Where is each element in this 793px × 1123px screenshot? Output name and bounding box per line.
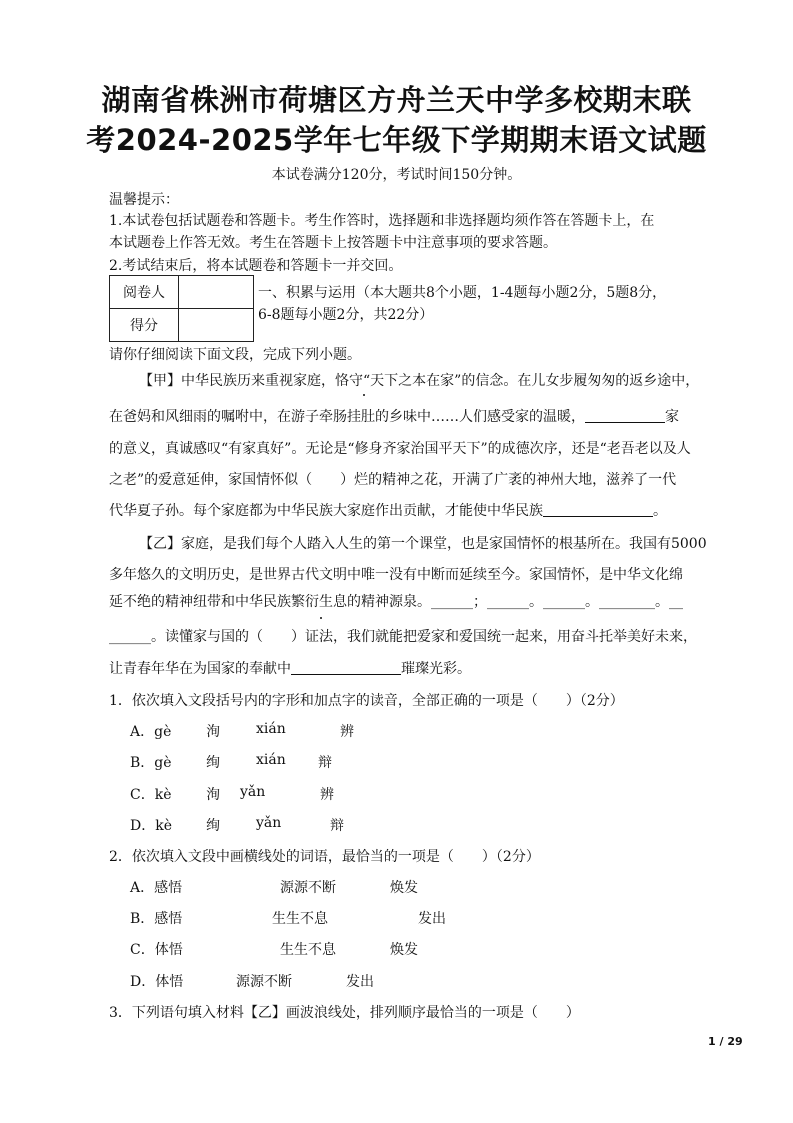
option-word: 焕发 — [390, 942, 418, 958]
question-2-option-d[interactable] — [130, 971, 470, 991]
question-1-option-b[interactable] — [130, 752, 430, 772]
option-pinyin: yǎn — [256, 815, 282, 831]
option-letter: C．体悟 — [130, 942, 183, 958]
option-word: 源源不断 — [280, 880, 336, 896]
document-title-line1: 湖南省株洲市荷塘区方舟兰天中学多校期末联 — [101, 83, 692, 117]
option-word: 发出 — [418, 911, 446, 927]
option-letter: C．kè — [130, 787, 172, 803]
passage-jia-line4: 之老”的爱意延伸，家国情怀似（ ）烂的精神之花，开满了广袤的神州大地，滋养了一代 — [109, 472, 677, 488]
tips-item2: 2.考试结束后，将本试题卷和答题卡一并交回。 — [109, 258, 403, 274]
option-word: 焕发 — [390, 880, 418, 896]
question-2-option-a[interactable] — [130, 877, 470, 897]
page-number: 1 / 29 — [708, 1035, 743, 1048]
passage-yi-line5-text: 让青春年华在为国家的奉献中 — [109, 661, 291, 677]
option-char: 辩 — [330, 818, 344, 834]
option-char: 辨 — [340, 724, 354, 740]
blank-line — [291, 660, 401, 675]
section1-heading-line2: 6-8题每小题2分，共22分） — [258, 307, 434, 323]
passage-yi-line4: ______。读懂家与国的（ ）证法，我们就能把爱家和爱国统一起来，用奋斗托举美好未来， — [109, 629, 697, 645]
option-char: 辨 — [320, 787, 334, 803]
passage-yi-line5 — [109, 658, 471, 678]
option-letter: B．gè — [130, 755, 172, 771]
option-letter: B．感悟 — [130, 911, 183, 927]
passage-jia-line5-tail: 。 — [653, 503, 667, 519]
score-label: 得分 — [110, 309, 179, 342]
section1-heading-line1: 一、积累与运用（本大题共8个小题，1-4题每小题2分，5题8分， — [258, 285, 667, 301]
passage-yi-line1: 【乙】家庭，是我们每个人踏入人生的第一个课堂，也是家国情怀的根基所在。我国有5000 — [139, 536, 707, 552]
emphasis-dot — [363, 394, 365, 396]
question-1-stem: 1．依次填入文段括号内的字形和加点字的读音，全部正确的一项是（ ）（2分） — [109, 693, 624, 709]
passage-jia-line2-text: 在爸妈和风细雨的嘱咐中，在游子牵肠挂肚的乡味中……人们感受家的温暖， — [109, 409, 585, 425]
option-letter: A．gè — [130, 724, 172, 740]
passage-jia-line2-tail: 家 — [665, 409, 679, 425]
blank-line — [585, 408, 665, 423]
option-pinyin: yǎn — [240, 784, 266, 800]
question-2-option-b[interactable] — [130, 908, 470, 928]
passage-jia-line2 — [109, 406, 679, 426]
option-pinyin: xián — [256, 721, 286, 737]
option-letter: D．kè — [130, 818, 172, 834]
option-word: 源源不断 — [236, 974, 292, 990]
option-char: 绚 — [206, 755, 220, 771]
passage-jia-line1: 【甲】中华民族历来重视家庭，恪守“天下之本在家”的信念。在儿女步履匆匆的返乡途中， — [139, 373, 700, 389]
question-1-option-a[interactable] — [130, 721, 430, 741]
tips-item1-line1: 1.本试卷包括试题卷和答题卡。考生作答时，选择题和非选择题均须作答在答题卡上，在 — [109, 213, 655, 229]
question-2-stem: 2．依次填入文段中画横线处的词语，最恰当的一项是（ ）（2分） — [109, 849, 540, 865]
option-letter: A．感悟 — [130, 880, 183, 896]
option-char: 辩 — [318, 755, 332, 771]
passage-yi-line5-tail: 璀璨光彩。 — [401, 661, 471, 677]
question-1-option-c[interactable] — [130, 784, 430, 804]
document-title-line2: 考2024-2025学年七年级下学期期末语文试题 — [86, 123, 707, 157]
score-field — [179, 309, 254, 342]
option-letter: D．体悟 — [130, 974, 184, 990]
option-word: 发出 — [346, 974, 374, 990]
passage-jia-line5-text: 代华夏子孙。每个家庭都为中华民族大家庭作出贡献，才能使中华民族 — [109, 503, 543, 519]
emphasis-dot — [320, 617, 322, 619]
option-char: 绚 — [206, 818, 220, 834]
question-2-option-c[interactable] — [130, 939, 470, 959]
reviewer-field — [179, 276, 254, 309]
tips-item1-line2: 本试题卷上作答无效。考生在答题卡上按答题卡中注意事项的要求答题。 — [109, 235, 557, 251]
passage-jia-line5 — [109, 500, 667, 520]
option-word: 生生不息 — [280, 942, 336, 958]
exam-info: 本试卷满分120分，考试时间150分钟。 — [271, 167, 522, 183]
passage-jia-line3: 的意义，真诚感叹“有家真好”。无论是“修身齐家治国平天下”的成德次序，还是“老吾老以及人 — [109, 441, 691, 457]
reviewer-label: 阅卷人 — [110, 276, 179, 309]
option-pinyin: xián — [256, 752, 286, 768]
reading-instruction: 请你仔细阅读下面文段，完成下列小题。 — [109, 347, 361, 363]
score-table — [109, 275, 254, 342]
option-char: 洵 — [206, 787, 220, 803]
passage-yi-line2: 多年悠久的文明历史，是世界古代文明中唯一没有中断而延续至今。家国情怀，是中华文化绵 — [109, 567, 683, 583]
option-word: 生生不息 — [272, 911, 328, 927]
question-3-stem: 3．下列语句填入材料【乙】画波浪线处，排列顺序最恰当的一项是（ ） — [109, 1005, 580, 1021]
tips-label: 温馨提示： — [109, 192, 179, 208]
option-char: 洵 — [206, 724, 220, 740]
question-1-option-d[interactable] — [130, 815, 430, 835]
passage-yi-line3: 延不绝的精神纽带和中华民族繁衍生息的精神源泉。______；______。______。________。__ — [109, 594, 683, 610]
blank-line — [543, 502, 653, 517]
